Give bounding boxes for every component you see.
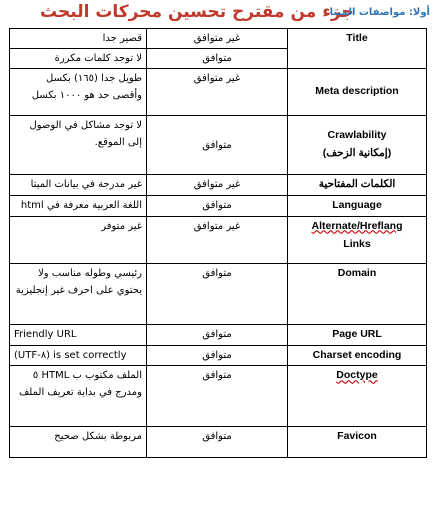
property-cell: Language xyxy=(288,195,427,216)
note-cell: طويل جدا (١٦٥) بكسل وأقصى حد هو ١٠٠٠ بكسل xyxy=(10,69,147,116)
property-label: Crawlability xyxy=(327,129,387,142)
property-cell: Charset encoding xyxy=(288,345,427,366)
status-cell: متوافق xyxy=(147,324,288,345)
status-cell: متوافق xyxy=(147,366,288,427)
table-row xyxy=(10,324,427,345)
section-subtitle: أولا: مواصفات الميتا xyxy=(329,7,430,18)
table-row xyxy=(10,366,427,427)
table-row xyxy=(10,216,427,263)
table-row xyxy=(10,427,427,458)
status-cell: متوافق xyxy=(147,345,288,366)
note-cell: Friendly URL xyxy=(10,324,147,345)
status-cell: غير متوافق xyxy=(147,69,288,116)
property-cell xyxy=(288,216,427,263)
status-cell: متوافق xyxy=(147,263,288,324)
table-row xyxy=(10,345,427,366)
note-cell: قصير جدا xyxy=(10,29,147,49)
seo-table xyxy=(9,28,427,458)
property-cell: الكلمات المفتاحية xyxy=(288,175,427,196)
property-cell: Domain xyxy=(288,263,427,324)
property-sublabel: Links xyxy=(343,237,371,250)
property-cell: Meta description xyxy=(288,69,427,116)
property-cell xyxy=(288,366,427,427)
status-cell: متوافق xyxy=(147,427,288,458)
status-cell: متوافق xyxy=(147,49,288,69)
status-cell: متوافق xyxy=(147,116,288,175)
table-row xyxy=(10,175,427,196)
note-cell: (UTF-٨) is set correctly xyxy=(10,345,147,366)
note-cell: اللغة العربية معرفة في html xyxy=(10,195,147,216)
note-cell: غير مدرجة في بيانات الميتا xyxy=(10,175,147,196)
property-sublabel: (إمكانية الزحف) xyxy=(322,147,392,159)
status-cell: غير متوافق xyxy=(147,29,288,49)
property-cell: Page URL xyxy=(288,324,427,345)
status-cell: متوافق xyxy=(147,195,288,216)
table-row xyxy=(10,69,427,116)
table-row xyxy=(10,263,427,324)
note-cell: لا توجد كلمات مكررة xyxy=(10,49,147,69)
property-label: Doctype xyxy=(336,369,378,382)
table-row xyxy=(10,116,427,175)
status-cell: غير متوافق xyxy=(147,175,288,196)
note-cell: الملف مكتوب ب HTML ٥ ومدرج في بداية تعريف الملف xyxy=(10,366,147,427)
note-cell: رئيسي وطوله مناسب ولا يحتوي على احرف غير إنجليزية xyxy=(10,263,147,324)
note-cell: مربوطة بشكل صحيح xyxy=(10,427,147,458)
note-cell: غير متوفر xyxy=(10,216,147,263)
note-cell: لا توجد مشاكل في الوصول إلى الموقع. xyxy=(10,116,147,175)
table-row xyxy=(10,29,427,49)
property-cell: Title xyxy=(288,29,427,69)
table-row xyxy=(10,195,427,216)
page-title: جزء من مقترح تحسين محركات البحث xyxy=(40,2,354,22)
property-cell: Favicon xyxy=(288,427,427,458)
property-label: Alternate/Hreflang xyxy=(311,219,403,232)
property-cell xyxy=(288,116,427,175)
status-cell: غير متوافق xyxy=(147,216,288,263)
